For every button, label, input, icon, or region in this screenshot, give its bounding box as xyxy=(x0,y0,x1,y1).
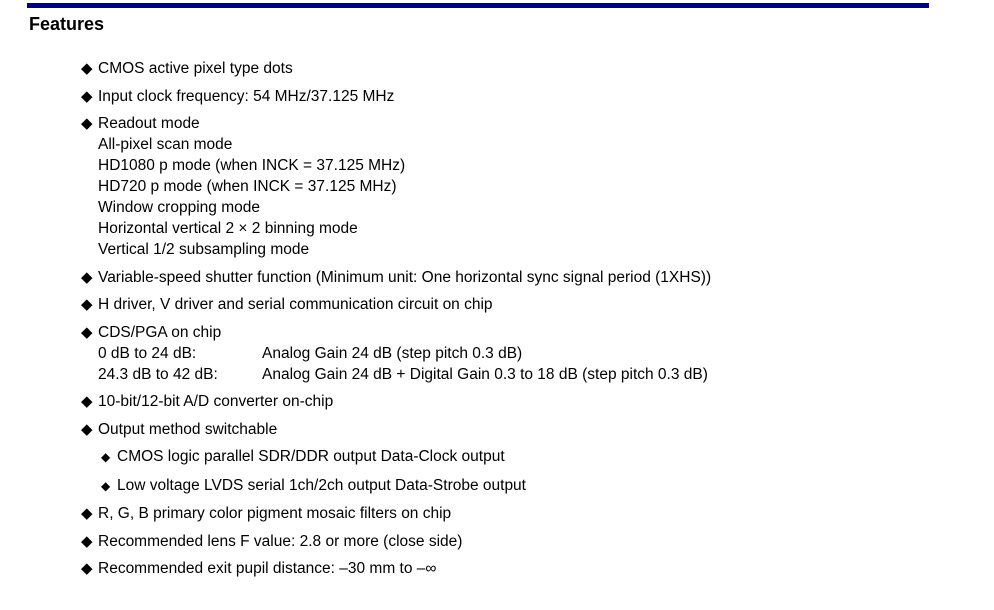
feature-text: CMOS active pixel type dots xyxy=(98,60,293,77)
feature-item xyxy=(81,531,961,552)
output-method-item xyxy=(81,475,961,497)
gain-range: 24.3 dB to 42 dB: xyxy=(98,365,218,383)
feature-item xyxy=(81,558,961,579)
diamond-bullet-icon: ◆ xyxy=(81,532,93,550)
readout-mode-item: HD720 p mode (when INCK = 37.125 MHz) xyxy=(98,178,397,195)
feature-item xyxy=(81,322,961,385)
feature-text: Readout mode xyxy=(98,115,200,132)
gain-description: Analog Gain 24 dB (step pitch 0.3 dB) xyxy=(262,344,523,362)
output-method-text: Low voltage LVDS serial 1ch/2ch output Data-Strobe output xyxy=(117,476,526,494)
header-rule xyxy=(27,3,929,8)
diamond-bullet-icon: ◆ xyxy=(81,323,93,341)
diamond-bullet-icon: ◆ xyxy=(81,505,93,522)
feature-text: Input clock frequency: 54 MHz/37.125 MHz xyxy=(98,87,395,105)
output-method-text: CMOS logic parallel SDR/DDR output Data-Clock output xyxy=(117,448,505,465)
gain-range: 0 dB to 24 dB: xyxy=(98,344,197,362)
gain-table xyxy=(81,343,961,385)
diamond-bullet-icon: ◆ xyxy=(81,87,93,105)
diamond-bullet-icon: ◆ xyxy=(81,115,93,132)
feature-text: H driver, V driver and serial communication circuit on chip xyxy=(98,296,493,313)
feature-item xyxy=(81,391,961,412)
output-method-item xyxy=(81,446,961,468)
readout-mode-item: All-pixel scan mode xyxy=(98,136,233,153)
small-diamond-bullet-icon: ◆ xyxy=(101,478,111,493)
feature-item xyxy=(81,419,961,497)
feature-text: Recommended lens F value: 2.8 or more (close side) xyxy=(98,532,463,550)
diamond-bullet-icon: ◆ xyxy=(81,60,93,77)
feature-text: CDS/PGA on chip xyxy=(98,323,222,341)
section-title: Features xyxy=(29,14,105,34)
small-diamond-bullet-icon: ◆ xyxy=(101,450,111,464)
feature-text: R, G, B primary color pigment mosaic filters on chip xyxy=(98,505,452,522)
readout-mode-item: HD1080 p mode (when INCK = 37.125 MHz) xyxy=(98,157,406,174)
feature-item xyxy=(81,86,961,107)
diamond-bullet-icon: ◆ xyxy=(81,296,93,313)
readout-mode-item: Window cropping mode xyxy=(98,199,260,216)
readout-mode-item: Vertical 1/2 subsampling mode xyxy=(98,241,310,258)
feature-item xyxy=(81,58,961,79)
feature-item xyxy=(81,267,961,288)
diamond-bullet-icon: ◆ xyxy=(81,560,93,577)
diamond-bullet-icon: ◆ xyxy=(81,420,93,438)
feature-item xyxy=(81,503,961,524)
feature-text: Recommended exit pupil distance: –30 mm to –∞ xyxy=(98,560,437,577)
gain-description: Analog Gain 24 dB + Digital Gain 0.3 to 18 dB (step pitch 0.3 dB) xyxy=(262,365,708,383)
feature-text: Variable-speed shutter function (Minimum unit: One horizontal sync signal period (1XHS)) xyxy=(98,268,712,286)
gain-row xyxy=(98,343,961,364)
feature-item xyxy=(81,294,961,315)
feature-item xyxy=(81,113,961,260)
feature-text: Output method switchable xyxy=(98,420,278,438)
readout-mode-list xyxy=(81,134,961,260)
feature-list xyxy=(81,58,961,579)
diamond-bullet-icon: ◆ xyxy=(81,393,93,410)
gain-row xyxy=(98,364,961,385)
diamond-bullet-icon: ◆ xyxy=(81,268,93,286)
readout-mode-item: Horizontal vertical 2 × 2 binning mode xyxy=(98,220,358,237)
feature-text: 10-bit/12-bit A/D converter on-chip xyxy=(98,393,334,410)
